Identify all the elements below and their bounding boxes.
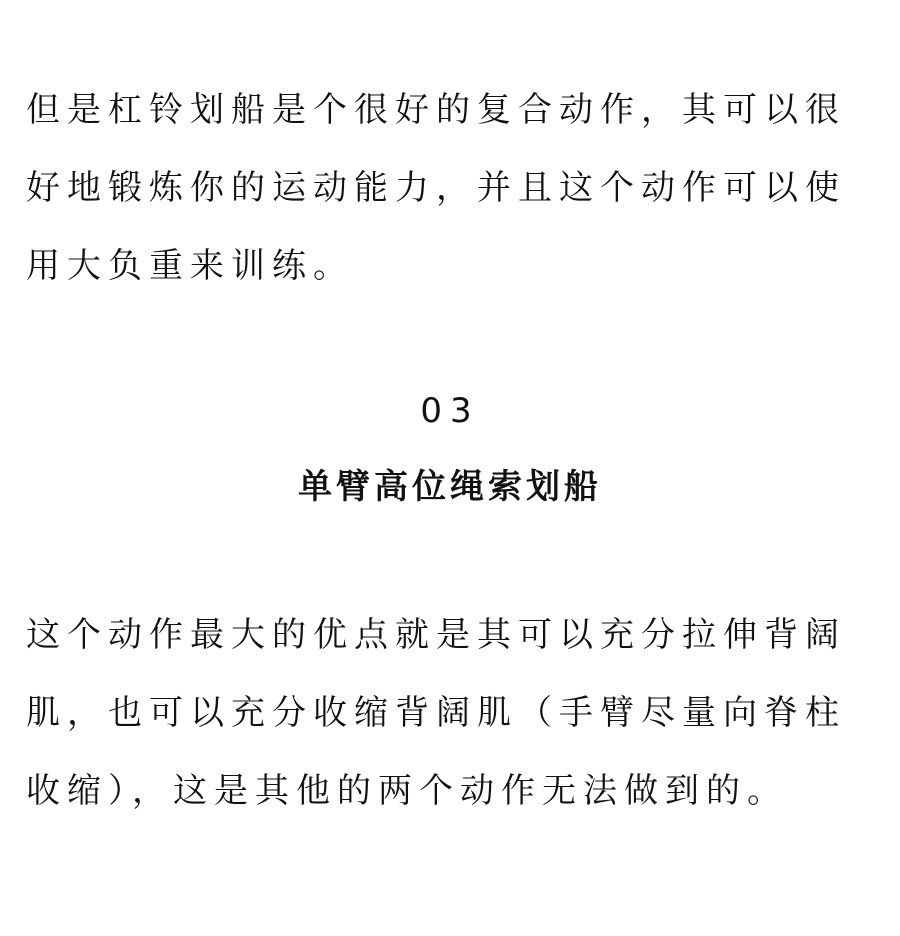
intro-paragraph: 但是杠铃划船是个很好的复合动作，其可以很好地锻炼你的运动能力，并且这个动作可以使用大负重来训练。 [26,90,846,286]
body-paragraph: 这个动作最大的优点就是其可以充分拉伸背阔肌，也可以充分收缩背阔肌（手臂尽量向脊柱收缩），这是其他的两个动作无法做到的。 [26,615,846,811]
section-title: 单臂高位绳索划船 [298,467,602,507]
section-number: 03 [420,391,480,431]
